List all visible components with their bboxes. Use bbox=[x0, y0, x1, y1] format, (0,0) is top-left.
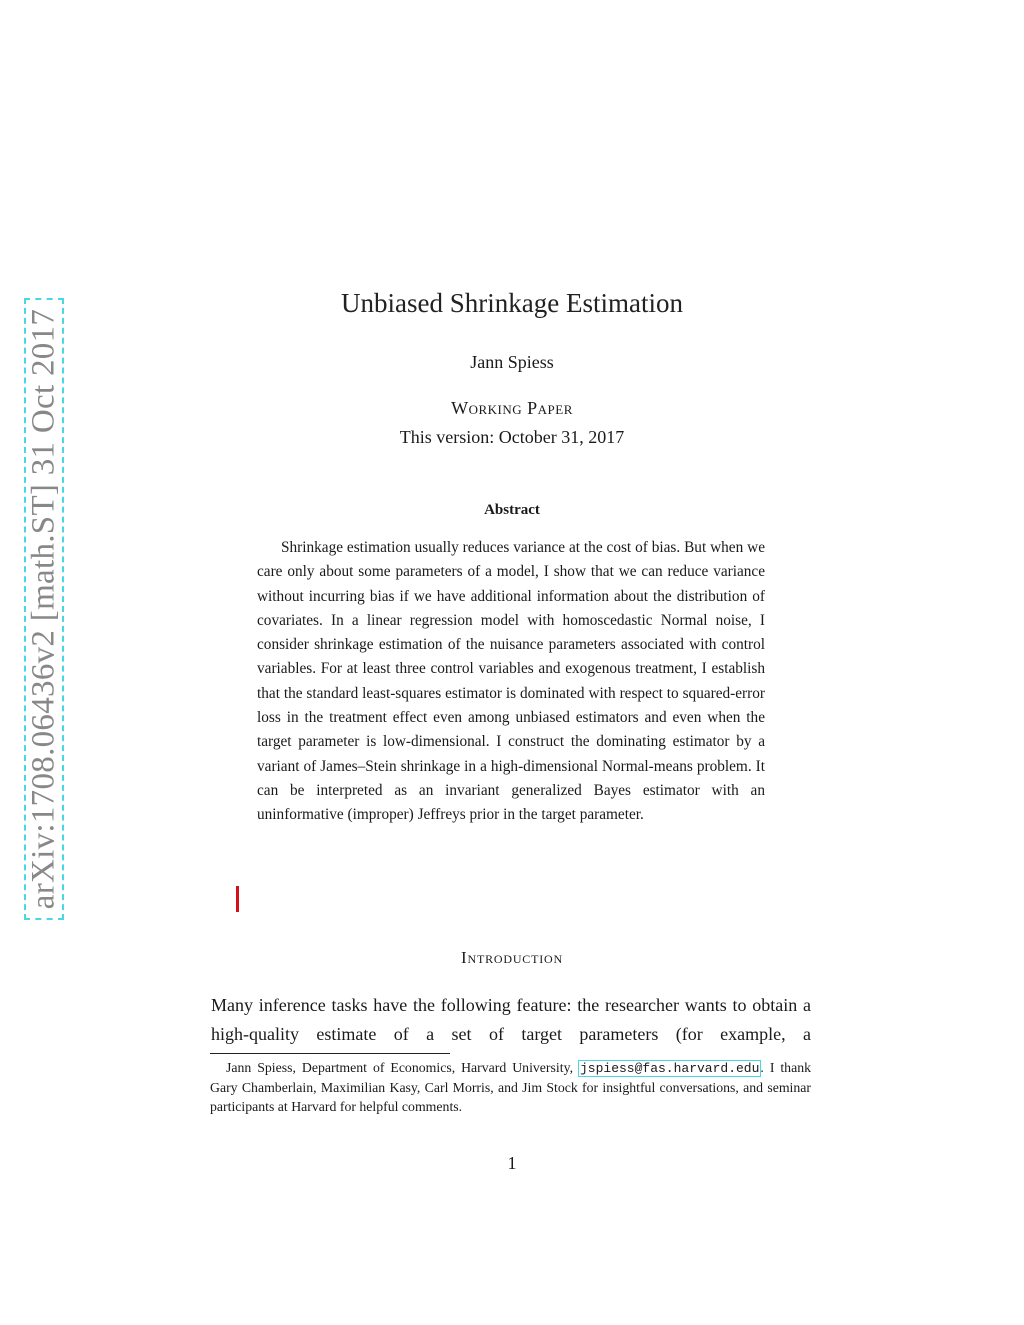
abstract-body: Shrinkage estimation usually reduces variance at the cost of bias. But when we care only about some parameters of a model, I show that we can reduce variance without incurring bias if we have additional information about the distribution of covariates. In a linear regression model with homoscedastic Normal noise, I consider shrinkage estimation of the nuisance parameters associated with control variables. For at least three control variables and exogenous treatment, I establish that the standard least-squares estimator is dominated with respect to squared-error loss in the treatment effect even among unbiased estimators and even when the target parameter is low-dimensional. I construct the dominating estimator by a variant of James–Stein shrinkage in a high-dimensional Normal-means problem. It can be interpreted as an invariant generalized Bayes estimator with an uninformative (improper) Jeffreys prior in the target parameter. bbox=[257, 539, 765, 824]
footnote-email-period: . bbox=[760, 1060, 764, 1075]
abstract-heading: Abstract bbox=[484, 502, 540, 518]
paper-author: Jann Spiess bbox=[470, 352, 554, 372]
paper-title: Unbiased Shrinkage Estimation bbox=[341, 288, 683, 318]
author-email-link[interactable]: jspiess@fas.harvard.edu bbox=[579, 1061, 760, 1076]
introduction-heading: Introduction bbox=[461, 948, 563, 967]
footnote-divider bbox=[210, 1053, 450, 1054]
arxiv-identifier-text: arXiv:1708.06436v2 [math.ST] 31 Oct 2017 bbox=[25, 308, 62, 910]
version-date: This version: October 31, 2017 bbox=[399, 427, 625, 447]
text-cursor-marker bbox=[236, 886, 239, 912]
footnote-acknowledgements: I thank Gary Chamberlain, Maximilian Kasy, Carl Morris, and Jim Stock for insightful conversations, and seminar participants at Harvard for helpful comments. bbox=[210, 1060, 812, 1114]
arxiv-identifier-stamp[interactable] bbox=[24, 298, 64, 920]
introduction-body: Many inference tasks have the following feature: the researcher wants to obtain a high-quality estimate of a set of target parameters (for example, a bbox=[211, 995, 811, 1044]
footnote-affiliation: Jann Spiess, Department of Economics, Harvard University, bbox=[226, 1060, 574, 1075]
page-number: 1 bbox=[507, 1153, 517, 1173]
footnote bbox=[210, 1058, 811, 1116]
working-paper-label: Working Paper bbox=[451, 398, 573, 418]
